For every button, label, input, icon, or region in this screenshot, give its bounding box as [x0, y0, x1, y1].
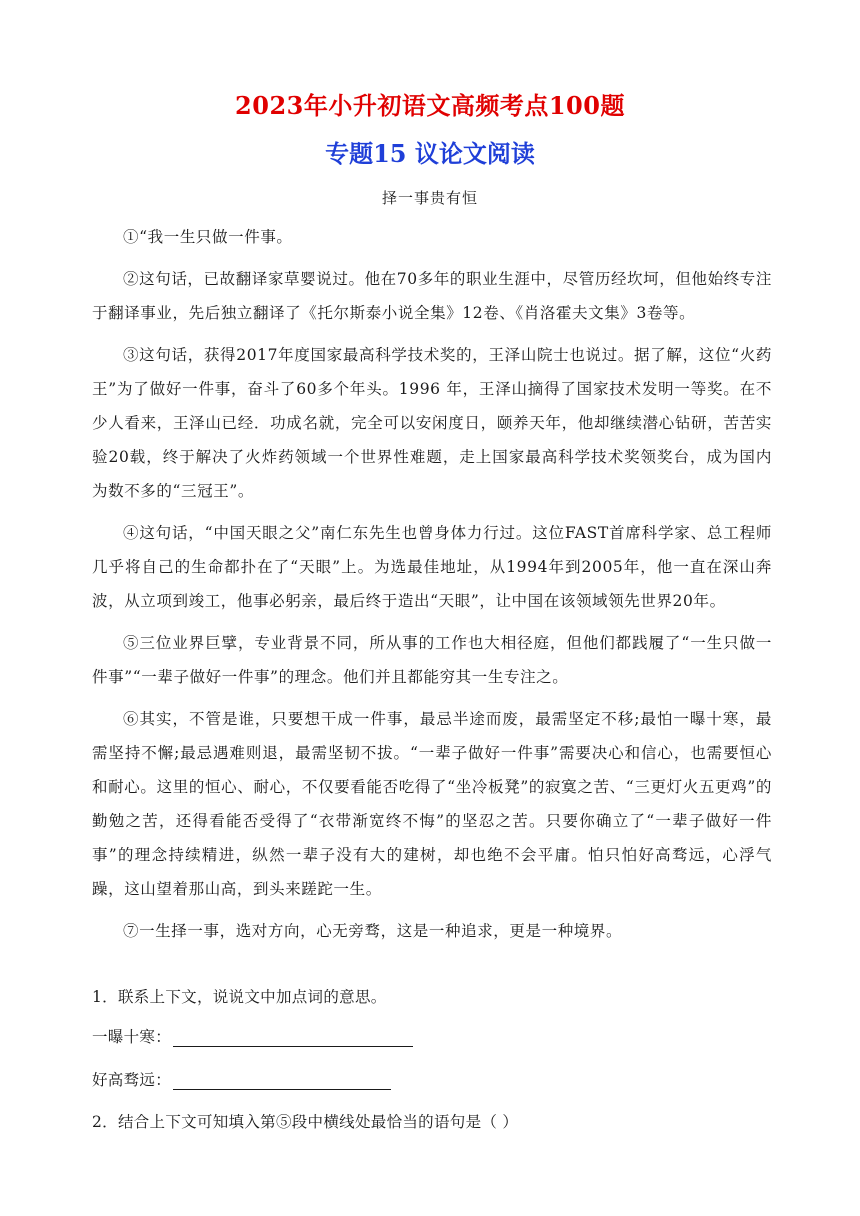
paragraph-3: ③这句话，获得2017年度国家最高科学技术奖的，王泽山院士也说过。据了解，这位“火药王”为了做好一件事，奋斗了60多个年头。1996 年，王泽山摘得了国家技术发明一等奖。在不少人看来，王泽山已经．功成名就，完全可以安闲度日，颐养天年，他却继续潜心钻研，苦苦实验20载，终于解决了火炸药领域一个世界性难题，走上国家最高科学技术奖领奖台，成为国内为数不多的“三冠王”。 [92, 346, 772, 500]
question-1: 1．联系上下文，说说文中加点词的意思。 [92, 988, 387, 1006]
answer-blank-b[interactable] [173, 1071, 391, 1090]
paragraph-6: ⑥其实，不管是谁，只要想干成一件事，最忌半途而废，最需坚定不移;最怕一曝十寒，最需坚持不懈;最忌遇难则退，最需坚韧不拔。“一辈子做好一件事”需要决心和信心，也需要恒心和耐心。这里的恒心、耐心，不仅要看能否吃得了“坐冷板凳”的寂寞之苦、“三更灯火五更鸡”的勤勉之苦，还得看能否受得了“衣带渐宽终不悔”的坚忍之苦。只要你确立了“一辈子做好一件事”的理念持续精进，纵然一辈子没有大的建树，却也绝不会平庸。怕只怕好高骛远，心浮气躁，这山望着那山高，到头来蹉跎一生。 [92, 710, 772, 898]
document-main-title: 2023年小升初语文高频考点100题 [235, 91, 625, 120]
article-body [92, 220, 772, 956]
answer-blank-a[interactable] [173, 1028, 413, 1047]
question-1-item-b [92, 1068, 391, 1090]
paragraph-2: ②这句话，已故翻译家草婴说过。他在70多年的职业生涯中，尽管历经坎坷，但他始终专注于翻译事业，先后独立翻译了《托尔斯泰小说全集》12卷、《肖洛霍夫文集》3卷等。 [92, 270, 772, 322]
paragraph-1: ①“我一生只做一件事。 [123, 228, 293, 246]
question-1-item-a [92, 1025, 413, 1047]
paragraph-7: ⑦一生择一事，选对方向，心无旁骛，这是一种追求，更是一种境界。 [123, 922, 623, 940]
question-1-item-b-label: 好高骛远： [92, 1071, 172, 1089]
question-2: 2．结合上下文可知填入第⑤段中横线处最恰当的语句是（ ） [92, 1113, 519, 1131]
question-1-item-a-label: 一曝十寒： [92, 1028, 172, 1046]
paragraph-4: ④这句话，“中国天眼之父”南仁东先生也曾身体力行过。这位FAST首席科学家、总工程师几乎将自己的生命都扑在了“天眼”上。为选最佳地址，从1994年到2005年，他一直在深山奔波，从立项到竣工，他事必躬亲，最后终于造出“天眼”，让中国在该领域领先世界20年。 [92, 524, 772, 610]
paragraph-5: ⑤三位业界巨擘，专业背景不同，所从事的工作也大相径庭，但他们都践履了“一生只做一件事”“一辈子做好一件事”的理念。他们并且都能穷其一生专注之。 [92, 634, 772, 686]
document-subtitle: 专题15 议论文阅读 [325, 139, 535, 168]
article-title: 择一事贵有恒 [381, 189, 478, 207]
